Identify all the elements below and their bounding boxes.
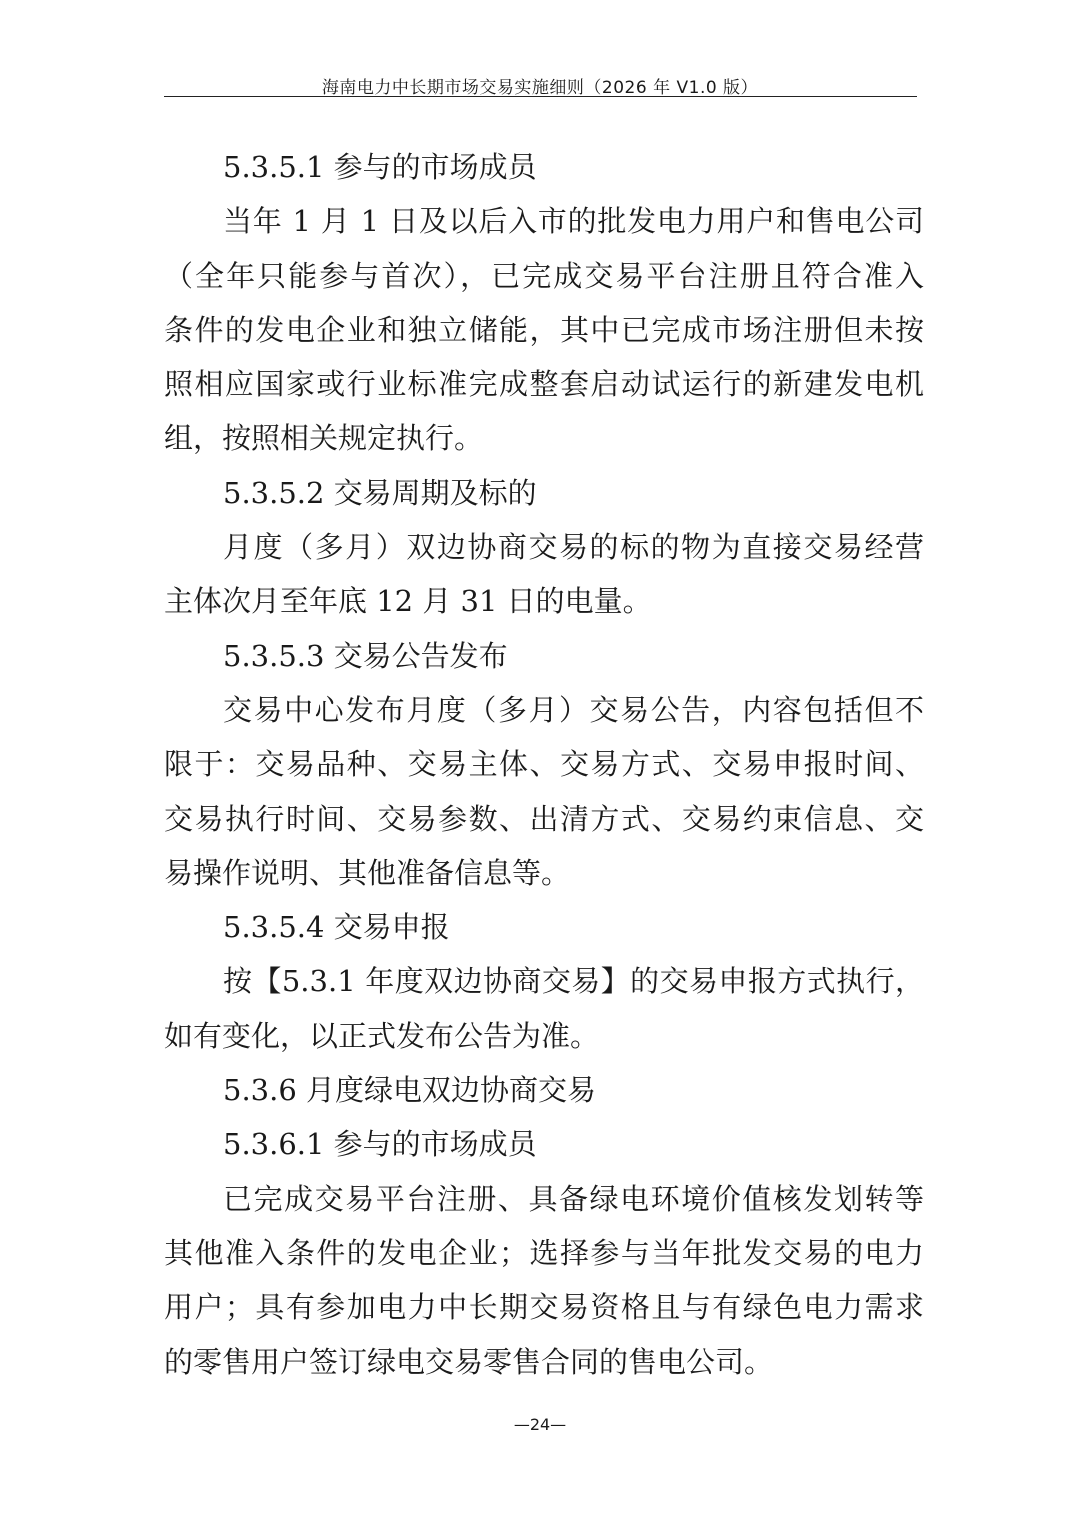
paragraph-line: 已完成交易平台注册、具备绿电环境价值核发划转等 (223, 1181, 924, 1216)
document-body (164, 140, 924, 1389)
paragraph-line: 月度（多月）双边协商交易的标的物为直接交易经营 (223, 530, 924, 565)
heading-5-3-6-1: 5.3.6.1 参与的市场成员 (223, 1127, 537, 1162)
page-number: —24— (513, 1415, 567, 1434)
paragraph-line: 其他准入条件的发电企业；选择参与当年批发交易的电力 (164, 1235, 924, 1270)
header-divider (164, 96, 917, 97)
paragraph-line: 交易中心发布月度（多月）交易公告，内容包括但不 (223, 692, 924, 727)
paragraph-line: 主体次月至年底 12 月 31 日的电量。 (164, 584, 652, 619)
paragraph-line: 条件的发电企业和独立储能，其中已完成市场注册但未按 (164, 312, 924, 347)
paragraph-line: 按【5.3.1 年度双边协商交易】的交易申报方式执行， (223, 964, 924, 999)
paragraph-line: 用户；具有参加电力中长期交易资格且与有绿色电力需求 (164, 1290, 924, 1325)
heading-5-3-6: 5.3.6 月度绿电双边协商交易 (223, 1073, 597, 1108)
heading-5-3-5-3: 5.3.5.3 交易公告发布 (223, 638, 508, 673)
heading-5-3-5-2: 5.3.5.2 交易周期及标的 (223, 475, 537, 510)
paragraph-line: 如有变化，以正式发布公告为准。 (164, 1018, 600, 1053)
paragraph-line: （全年只能参与首次），已完成交易平台注册且符合准入 (164, 258, 924, 293)
paragraph-line: 照相应国家或行业标准完成整套启动试运行的新建发电机 (164, 367, 924, 402)
paragraph-line: 组，按照相关规定执行。 (164, 421, 484, 456)
paragraph-line: 当年 1 月 1 日及以后入市的批发电力用户和售电公司 (223, 204, 924, 239)
paragraph-line: 易操作说明、其他准备信息等。 (164, 855, 571, 890)
paragraph-line: 限于：交易品种、交易主体、交易方式、交易申报时间、 (164, 747, 924, 782)
running-header-title: 海南电力中长期市场交易实施细则（2026 年 V1.0 版） (321, 78, 759, 98)
heading-5-3-5-1: 5.3.5.1 参与的市场成员 (223, 150, 537, 184)
paragraph-line: 的零售用户签订绿电交易零售合同的售电公司。 (164, 1344, 774, 1379)
paragraph-line: 交易执行时间、交易参数、出清方式、交易约束信息、交 (164, 801, 924, 836)
heading-5-3-5-4: 5.3.5.4 交易申报 (223, 910, 450, 945)
